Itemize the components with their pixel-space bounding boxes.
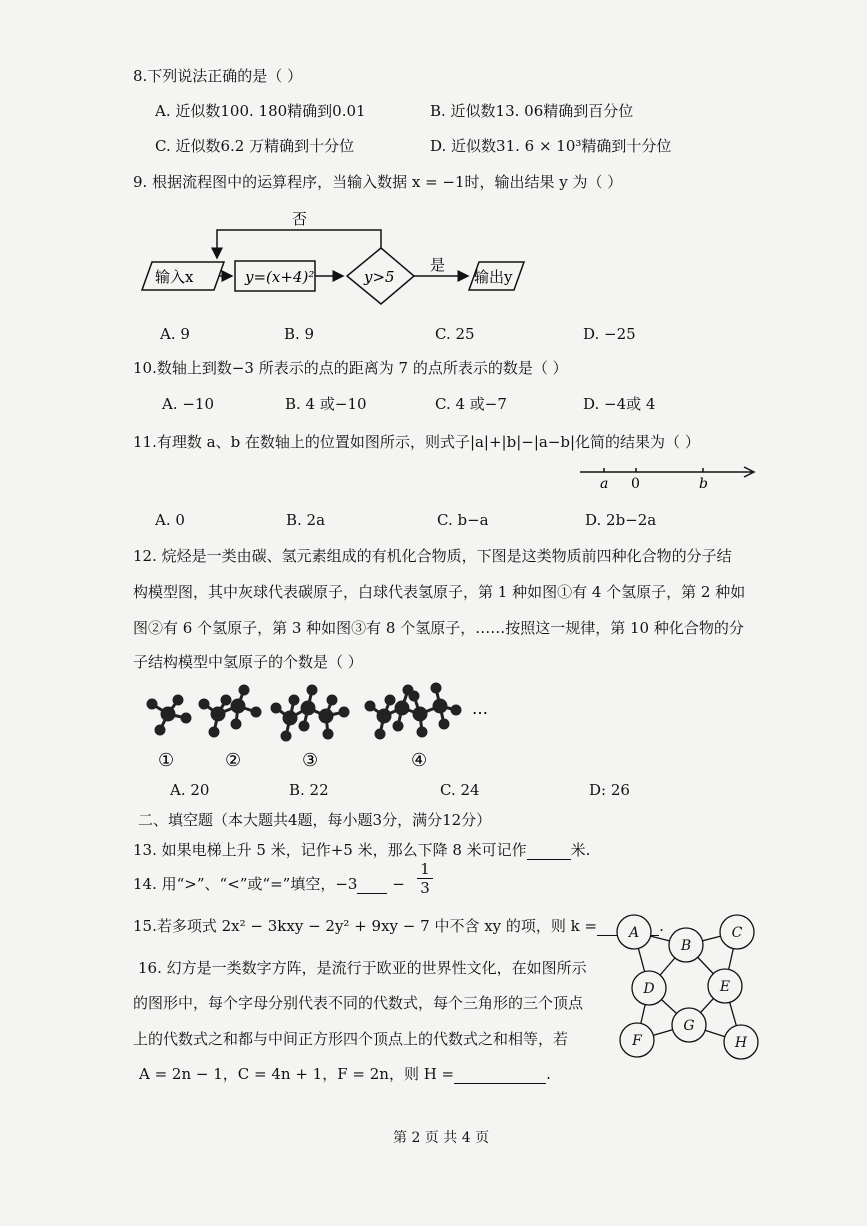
q14-neg: −: [392, 875, 405, 893]
molecule-label-3: ③: [302, 750, 319, 771]
q11-stem: 11.有理数 a、b 在数轴上的位置如图所示，则式子|a|+|b|−|a−b|化简的结果为（ ）: [133, 433, 700, 451]
node-c: C: [731, 925, 743, 941]
q14-denominator: 3: [417, 878, 433, 897]
q16-condition: A = 2n − 1，C = 4n + 1，F = 2n，则 H =: [139, 1065, 455, 1083]
q16-line-2: 的图形中，每个字母分别代表不同的代数式，每个三角形的三个顶点: [133, 994, 584, 1012]
node-b: B: [680, 938, 692, 954]
q12-line-1: 12. 烷烃是一类由碳、氢元素组成的有机化合物质，下图是这类物质前四种化合物的分子结: [133, 547, 732, 565]
q13-text: 13. 如果电梯上升 5 米，记作+5 米，那么下降 8 米可记作: [133, 841, 527, 859]
node-e: E: [719, 979, 731, 995]
flow-output-label: 输出y: [474, 268, 513, 286]
q15-period: .: [659, 917, 664, 935]
q10-option-a: A. −10: [162, 395, 215, 413]
q12-option-c: C. 24: [440, 781, 480, 799]
q10-option-c: C. 4 或−7: [435, 395, 507, 413]
flow-condition: y>5: [364, 268, 395, 286]
q9-option-d: D. −25: [583, 325, 636, 343]
molecule-label-2: ②: [225, 750, 242, 771]
q8-option-c: C. 近似数6.2 万精确到十分位: [155, 137, 355, 155]
q11-option-c: C. b−a: [437, 511, 489, 529]
q12-option-a: A. 20: [170, 781, 210, 799]
q11-option-b: B. 2a: [286, 511, 326, 529]
flow-yes-label: 是: [430, 256, 446, 274]
q8-option-b: B. 近似数13. 06精确到百分位: [430, 102, 634, 120]
q9-stem: 9. 根据流程图中的运算程序，当输入数据 x = −1时，输出结果 y 为（ ）: [133, 173, 623, 191]
molecule-label-1: ①: [158, 750, 175, 771]
q9-option-c: C. 25: [435, 325, 475, 343]
q10-stem: 10.数轴上到数−3 所表示的点的距离为 7 的点所表示的数是（ ）: [133, 359, 568, 377]
axis-label-b: b: [699, 476, 708, 492]
q12-option-d: D: 26: [589, 781, 630, 799]
node-f: F: [632, 1033, 642, 1049]
q8-option-a: A. 近似数100. 180精确到0.01: [155, 102, 366, 120]
flow-input-label: 输入x: [155, 268, 194, 286]
q12-option-b: B. 22: [289, 781, 329, 799]
q12-line-3: 图②有 6 个氢原子，第 3 种如图③有 8 个氢原子，……按照这一规律，第 10 种化合物的分: [133, 619, 744, 637]
q14-numerator: 1: [420, 860, 430, 878]
node-d: D: [643, 981, 655, 997]
node-h: H: [734, 1035, 748, 1051]
q11-option-d: D. 2b−2a: [585, 511, 657, 529]
q10-option-b: B. 4 或−10: [285, 395, 367, 413]
molecule-label-4: ④: [411, 750, 428, 771]
q8-option-d: D. 近似数31. 6 × 10³精确到十分位: [430, 137, 672, 155]
molecule-ellipsis: …: [472, 699, 488, 718]
q12-line-2: 构模型图，其中灰球代表碳原子，白球代表氢原子，第 1 种如图①有 4 个氢原子，第 2 种如: [133, 583, 746, 601]
page-footer: 第 2 页 共 4 页: [393, 1130, 490, 1146]
node-g: G: [683, 1018, 695, 1034]
node-a: A: [628, 925, 640, 941]
q15-text: 15.若多项式 2x² − 3kxy − 2y² + 9xy − 7 中不含 xy 的项，则 k =: [133, 917, 598, 935]
q13-unit: 米.: [570, 841, 591, 859]
flow-no-label: 否: [292, 210, 308, 228]
q16-line-3: 上的代数式之和都与中间正方形四个顶点上的代数式之和相等，若: [133, 1030, 569, 1048]
q10-option-d: D. −4或 4: [583, 395, 656, 413]
q14-text: 14. 用“>”、“<”或“=”填空，−3: [133, 875, 358, 893]
q16-line-1: 16. 幻方是一类数字方阵，是流行于欧亚的世界性文化，在如图所示: [138, 959, 587, 977]
axis-label-zero: 0: [631, 476, 640, 492]
q12-line-4: 子结构模型中氢原子的个数是（ ）: [133, 653, 363, 671]
q16-period: .: [546, 1065, 551, 1083]
axis-label-a: a: [600, 476, 609, 492]
section-heading: 二、填空题（本大题共4题，每小题3分，满分12分）: [138, 811, 492, 829]
q9-option-b: B. 9: [284, 325, 315, 343]
q9-option-a: A. 9: [160, 325, 190, 343]
q11-option-a: A. 0: [155, 511, 185, 529]
flow-formula: y=(x+4)²: [245, 268, 315, 286]
q8-stem: 8.下列说法正确的是（ ）: [133, 67, 303, 85]
